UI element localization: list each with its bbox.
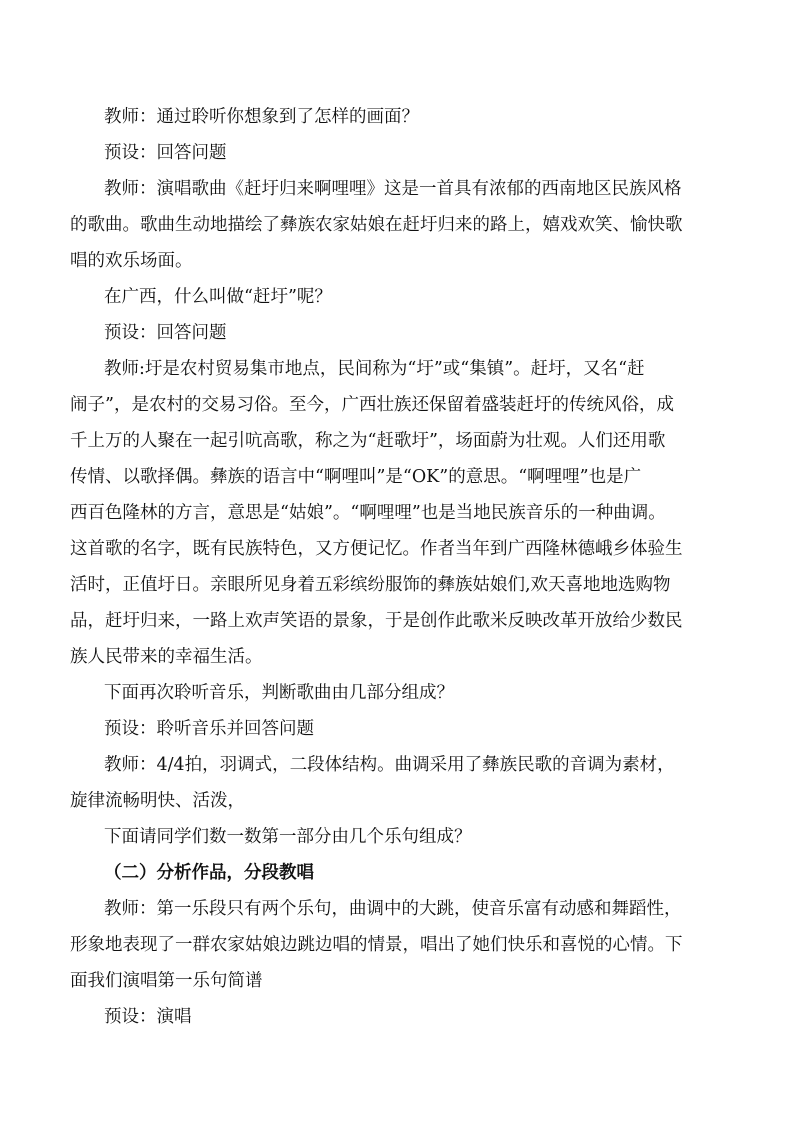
paragraph-question-ganxu xyxy=(104,280,702,315)
text-line-wrap xyxy=(104,748,702,783)
text-line: 预设：回答问题 xyxy=(104,143,227,163)
text-line: 闹子”，是农村的交易习俗。至今，广西壮族还保留着盛装赶圩的传统风俗，成 xyxy=(70,395,674,415)
text-line-wrap xyxy=(70,532,683,567)
paragraph-teacher-question-imagery xyxy=(104,100,702,135)
paragraph-preset-answer xyxy=(104,136,702,171)
text-line-wrap xyxy=(70,424,668,459)
text-line-wrap xyxy=(104,892,702,927)
text-line-wrap xyxy=(70,784,668,819)
text-line: 传情、以歌择偶。彝族的语言中“啊哩叫”是“OK”的意思。“啊哩哩”也是广 xyxy=(70,467,642,487)
text-line: 面我们演唱第一乐句简谱 xyxy=(70,971,263,991)
text-line: 活时，正值圩日。亲眼所见身着五彩缤纷服饰的彝族姑娘们,欢天喜地地选购物 xyxy=(70,575,671,595)
text-line: 预设：演唱 xyxy=(104,1007,192,1027)
text-line-wrap xyxy=(70,388,674,423)
text-line: 预设：聆听音乐并回答问题 xyxy=(104,719,314,739)
text-line-wrap xyxy=(70,928,683,963)
text-line-wrap xyxy=(70,640,668,675)
text-line: 预设：回答问题 xyxy=(104,323,227,343)
text-line: 下面请同学们数一数第一部分由几个乐句组成？ xyxy=(104,827,472,847)
text-line-wrap xyxy=(70,964,668,999)
text-line: 教师：第一乐段只有两个乐句，曲调中的大跳，使音乐富有动感和舞蹈性， xyxy=(104,899,682,919)
text-line: 教师：4/4拍，羽调式，二段体结构。曲调采用了彝族民歌的音调为素材， xyxy=(104,755,675,775)
text-line: 形象地表现了一群农家姑娘边跳边唱的情景，唱出了她们快乐和喜悦的心情。下 xyxy=(70,935,683,955)
text-line-wrap xyxy=(104,352,702,387)
text-line-wrap xyxy=(70,604,683,639)
text-line-wrap xyxy=(70,460,668,495)
section-heading xyxy=(104,856,702,891)
paragraph-count-phrases xyxy=(104,820,702,855)
text-line: 教师：演唱歌曲《赶圩归来啊哩哩》这是一首具有浓郁的西南地区民族风格 xyxy=(104,179,682,199)
text-line-wrap xyxy=(70,496,668,531)
paragraph-preset-sing xyxy=(104,1000,702,1035)
paragraph-preset-listen-answer xyxy=(104,712,702,747)
text-line: 下面再次聆听音乐，判断歌曲由几部分组成？ xyxy=(104,683,454,703)
text-line-wrap xyxy=(70,208,683,243)
heading-text: （二）分析作品，分段教唱 xyxy=(104,863,314,883)
text-line-wrap xyxy=(70,244,668,279)
text-line: 千上万的人聚在一起引吭高歌，称之为“赶歌圩”，场面蔚为壮观。人们还用歌 xyxy=(70,431,666,451)
text-line: 族人民带来的幸福生活。 xyxy=(70,647,263,667)
text-line: 教师:圩是农村贸易集市地点，民间称为“圩”或“集镇”。赶圩，又名“赶 xyxy=(104,359,645,379)
paragraph-preset-answer xyxy=(104,316,702,351)
text-line: 在广西，什么叫做“赶圩”呢？ xyxy=(104,287,332,307)
text-line: 教师：通过聆听你想象到了怎样的画面？ xyxy=(104,107,419,127)
text-line-wrap xyxy=(70,568,671,603)
text-line: 的歌曲。歌曲生动地描绘了彝族农家姑娘在赶圩归来的路上，嬉戏欢笑、愉快歌 xyxy=(70,215,683,235)
text-line: 旋律流畅明快、活泼， xyxy=(70,791,245,811)
text-line: 西百色隆林的方言，意思是“姑娘”。“啊哩哩”也是当地民族音乐的一种曲调。 xyxy=(70,503,666,523)
text-line: 品，赶圩归来，一路上欢声笑语的景象，于是创作此歌米反映改革开放给少数民 xyxy=(70,611,683,631)
text-line: 唱的欢乐场面。 xyxy=(70,251,193,271)
paragraph-listen-again xyxy=(104,676,702,711)
text-line-wrap xyxy=(104,172,702,207)
text-line: 这首歌的名字，既有民族特色，又方便记忆。作者当年到广西隆林德峨乡体验生 xyxy=(70,539,683,559)
